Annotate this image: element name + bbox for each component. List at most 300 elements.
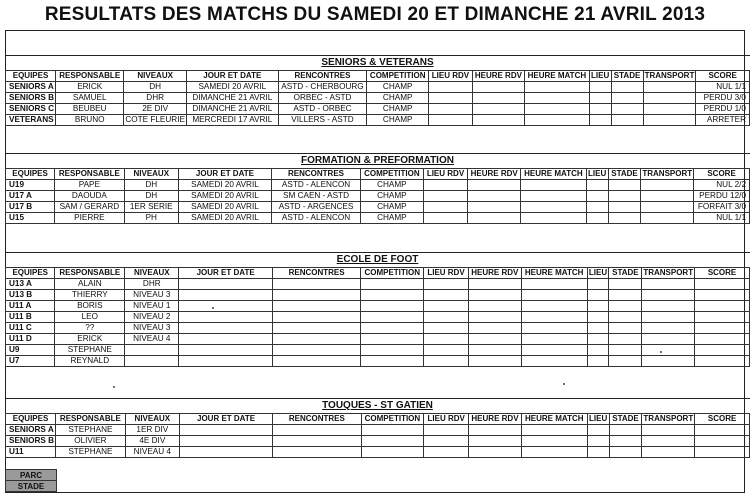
table-cell: [643, 115, 696, 126]
table-cell: [424, 279, 469, 290]
column-header: LIEU: [589, 414, 608, 423]
table-cell: DIMANCHE 21 AVRIL: [186, 93, 278, 104]
table-cell: ??: [55, 323, 125, 334]
column-header: RESPONSABLE: [56, 414, 126, 425]
table-cell: [525, 93, 590, 104]
table-cell: [429, 82, 473, 93]
section-table-touques-st-gatien: [5, 398, 750, 458]
column-header: RENCONTRES: [273, 414, 361, 425]
table-cell: [429, 115, 473, 126]
table-cell: [272, 279, 361, 290]
table-cell: [525, 82, 590, 93]
table-cell: [521, 290, 587, 301]
column-header: STADE: [609, 268, 642, 279]
table-cell: [125, 356, 179, 367]
column-header: COMPETITION: [361, 268, 424, 279]
table-cell: SAMEDI 20 AVRIL: [186, 82, 278, 93]
column-header: JOUR ET DATE: [178, 169, 271, 180]
table-cell: [521, 312, 587, 323]
table-cell: [642, 436, 695, 447]
table-cell: [521, 323, 587, 334]
column-header: COMPETITION: [367, 71, 429, 82]
table-cell: U19: [6, 180, 55, 191]
table-row: [6, 279, 750, 290]
table-cell: 1ER DIV: [125, 425, 179, 436]
section-title-row: [6, 253, 750, 268]
table-cell: [361, 279, 424, 290]
table-cell: [642, 279, 695, 290]
table-row: [6, 93, 750, 104]
table-cell: [272, 345, 361, 356]
table-cell: [521, 301, 587, 312]
table-cell: [695, 301, 750, 312]
table-cell: [608, 213, 641, 224]
table-cell: [642, 323, 695, 334]
table-cell: THIERRY: [55, 290, 125, 301]
table-cell: [642, 345, 695, 356]
table-cell: OLIVIER: [56, 436, 126, 447]
table-cell: SENIORS B: [6, 436, 56, 447]
table-cell: [695, 447, 750, 458]
table-cell: SENIORS A: [6, 425, 56, 436]
table-cell: ASTD - ARGENCES: [272, 202, 361, 213]
table-cell: [586, 213, 608, 224]
table-cell: [472, 82, 524, 93]
table-cell: [429, 104, 473, 115]
table-cell: SENIORS B: [6, 93, 56, 104]
column-header: JOUR ET DATE: [179, 414, 272, 425]
table-cell: [424, 425, 469, 436]
table-cell: [695, 323, 750, 334]
table-cell: ASTD - ALENCON: [272, 180, 361, 191]
table-row: [6, 356, 750, 367]
table-cell: [469, 436, 522, 447]
table-cell: [641, 202, 694, 213]
table-cell: [609, 301, 642, 312]
table-cell: U9: [6, 345, 55, 356]
table-cell: DAOUDA: [55, 191, 125, 202]
table-cell: [609, 425, 642, 436]
table-row: [6, 447, 750, 458]
table-cell: [361, 425, 424, 436]
table-cell: U7: [6, 356, 55, 367]
table-cell: NUL 1/1: [696, 82, 750, 93]
table-cell: [179, 312, 272, 323]
table-cell: CHAMP: [367, 104, 429, 115]
table-cell: BEUBEU: [56, 104, 124, 115]
table-cell: [587, 312, 609, 323]
table-cell: [587, 301, 609, 312]
table-cell: [468, 213, 521, 224]
table-cell: CHAMP: [361, 213, 424, 224]
scan-speck: [212, 307, 214, 309]
section-title: TOUQUES - ST GATIEN: [6, 399, 750, 414]
table-cell: 4E DIV: [125, 436, 179, 447]
column-header: STADE: [608, 169, 641, 180]
table-cell: U15: [6, 213, 55, 224]
table-cell: [643, 93, 696, 104]
table-cell: [609, 323, 642, 334]
table-cell: [468, 290, 521, 301]
section-title-row: [6, 56, 750, 71]
table-cell: [589, 104, 611, 115]
table-cell: DHR: [124, 93, 187, 104]
table-cell: SAMEDI 20 AVRIL: [178, 180, 271, 191]
table-cell: [468, 180, 521, 191]
table-cell: [472, 104, 524, 115]
section-title-row: [6, 399, 750, 414]
table-cell: [521, 202, 587, 213]
table-cell: [589, 82, 611, 93]
table-cell: [469, 425, 522, 436]
table-cell: [468, 202, 521, 213]
section-title: ECOLE DE FOOT: [6, 253, 750, 268]
table-cell: NIVEAU 4: [125, 334, 179, 345]
table-cell: [587, 356, 609, 367]
table-cell: U11 D: [6, 334, 55, 345]
table-cell: PERDU 3/0: [696, 93, 750, 104]
column-header: TRANSPORT: [644, 71, 695, 80]
table-cell: SAM / GERARD: [55, 202, 125, 213]
column-header: LIEU RDV: [424, 268, 469, 279]
table-cell: [125, 345, 179, 356]
column-header: HEURE RDV: [469, 414, 522, 425]
table-cell: [424, 334, 469, 345]
table-cell: STEPHANE: [56, 447, 126, 458]
table-cell: [695, 290, 750, 301]
column-header: LIEU: [588, 268, 608, 277]
column-header: COMPETITION: [361, 414, 424, 425]
table-cell: PAPE: [55, 180, 125, 191]
table-cell: [611, 115, 643, 126]
column-header: HEURE MATCH: [525, 71, 590, 82]
table-cell: [179, 356, 272, 367]
table-cell: ASTD - ALENCON: [272, 213, 361, 224]
section-table-seniors-veterans: [5, 55, 750, 126]
table-cell: [521, 356, 587, 367]
table-cell: NIVEAU 1: [125, 301, 179, 312]
table-cell: [361, 345, 424, 356]
table-cell: [424, 436, 469, 447]
column-header: NIVEAUX: [124, 169, 178, 180]
table-cell: [179, 436, 272, 447]
table-cell: STEPHANE: [55, 345, 125, 356]
table-cell: NUL 1/1: [694, 213, 750, 224]
table-cell: NUL 2/2: [694, 180, 750, 191]
table-cell: [695, 436, 750, 447]
column-header: RENCONTRES: [272, 268, 361, 279]
column-header: LIEU: [591, 71, 610, 80]
table-cell: FORFAIT 3/0: [694, 202, 750, 213]
table-cell: SAMEDI 20 AVRIL: [178, 202, 271, 213]
table-cell: STEPHANE: [56, 425, 126, 436]
column-header: RESPONSABLE: [56, 71, 124, 82]
table-cell: [423, 213, 468, 224]
column-header: EQUIPES: [6, 268, 55, 279]
table-cell: [642, 334, 695, 345]
column-header: NIVEAUX: [125, 268, 179, 279]
table-cell: [468, 191, 521, 202]
table-cell: PH: [124, 213, 178, 224]
table-cell: [609, 345, 642, 356]
table-cell: CHAMP: [367, 115, 429, 126]
table-cell: U11 A: [6, 301, 55, 312]
table-cell: [468, 279, 521, 290]
table-cell: [521, 191, 587, 202]
table-cell: [642, 356, 695, 367]
table-cell: [642, 447, 695, 458]
table-cell: CHAMP: [367, 82, 429, 93]
table-cell: [429, 93, 473, 104]
table-cell: [521, 213, 587, 224]
column-header: HEURE MATCH: [521, 268, 587, 279]
table-cell: [273, 447, 361, 458]
table-row: [6, 191, 750, 202]
table-cell: [273, 436, 361, 447]
table-cell: [641, 213, 694, 224]
table-cell: [587, 436, 609, 447]
table-cell: [469, 447, 522, 458]
table-cell: DH: [124, 82, 187, 93]
column-header: HEURE RDV: [468, 268, 521, 279]
table-cell: [587, 323, 609, 334]
table-cell: [609, 312, 642, 323]
table-cell: [586, 180, 608, 191]
table-cell: [609, 279, 642, 290]
table-row: [6, 202, 750, 213]
table-cell: [586, 202, 608, 213]
table-cell: [695, 356, 750, 367]
table-cell: [587, 447, 609, 458]
column-header: HEURE RDV: [468, 169, 521, 180]
table-cell: [468, 323, 521, 334]
table-cell: VILLERS - ASTD: [278, 115, 367, 126]
table-cell: ARRETER: [696, 115, 750, 126]
page-title: RESULTATS DES MATCHS DU SAMEDI 20 ET DIMANCHE 21 AVRIL 2013: [44, 4, 706, 25]
table-cell: ASTD - ORBEC: [278, 104, 367, 115]
table-cell: NIVEAU 4: [125, 447, 179, 458]
table-cell: PERDU 12/0: [694, 191, 750, 202]
header-row: [6, 414, 750, 425]
column-header: TRANSPORT: [642, 169, 693, 178]
column-header: LIEU RDV: [424, 414, 469, 425]
table-cell: [608, 202, 641, 213]
table-cell: [272, 356, 361, 367]
table-cell: [609, 356, 642, 367]
table-cell: [468, 356, 521, 367]
table-cell: [521, 334, 587, 345]
table-cell: [525, 115, 590, 126]
column-header: LIEU RDV: [423, 169, 468, 180]
table-cell: DIMANCHE 21 AVRIL: [186, 104, 278, 115]
table-cell: [472, 115, 524, 126]
table-cell: [179, 425, 272, 436]
table-cell: [423, 202, 468, 213]
table-row: [6, 104, 750, 115]
table-cell: ORBEC - ASTD: [278, 93, 367, 104]
table-cell: U17 A: [6, 191, 55, 202]
table-cell: ALAIN: [55, 279, 125, 290]
table-cell: [361, 323, 424, 334]
table-cell: [468, 334, 521, 345]
table-cell: 1ER SERIE: [124, 202, 178, 213]
column-header: SCORE: [695, 268, 750, 279]
table-cell: [589, 115, 611, 126]
header-row: [6, 71, 750, 82]
column-header: COMPETITION: [361, 169, 424, 180]
table-cell: [608, 191, 641, 202]
table-cell: DH: [124, 191, 178, 202]
table-cell: [521, 436, 587, 447]
table-cell: [361, 312, 424, 323]
column-header: NIVEAUX: [125, 414, 179, 425]
table-cell: NIVEAU 3: [125, 323, 179, 334]
table-cell: [424, 323, 469, 334]
table-cell: U11 B: [6, 312, 55, 323]
table-row: [6, 345, 750, 356]
table-cell: [423, 191, 468, 202]
table-cell: [643, 104, 696, 115]
table-cell: [643, 82, 696, 93]
legend-stade: STADE: [6, 481, 57, 492]
table-cell: [361, 356, 424, 367]
column-header: LIEU RDV: [429, 71, 473, 82]
table-cell: U13 B: [6, 290, 55, 301]
table-cell: [641, 180, 694, 191]
table-cell: [361, 301, 424, 312]
table-cell: [361, 447, 424, 458]
table-cell: [608, 180, 641, 191]
table-cell: [695, 334, 750, 345]
table-cell: [641, 191, 694, 202]
table-cell: [642, 290, 695, 301]
table-cell: [179, 447, 272, 458]
table-cell: PIERRE: [55, 213, 125, 224]
table-row: [6, 323, 750, 334]
table-row: [6, 115, 750, 126]
scan-speck: [563, 383, 565, 385]
table-cell: [642, 425, 695, 436]
table-cell: [695, 425, 750, 436]
table-cell: SM CAEN - ASTD: [272, 191, 361, 202]
table-cell: CHAMP: [361, 191, 424, 202]
table-cell: U11 C: [6, 323, 55, 334]
table-cell: [179, 334, 272, 345]
table-cell: [695, 312, 750, 323]
section-table-formation: [5, 153, 750, 224]
table-cell: MERCREDI 17 AVRIL: [186, 115, 278, 126]
table-cell: SENIORS C: [6, 104, 56, 115]
section-table-ecole-de-foot: [5, 252, 750, 367]
column-header: EQUIPES: [6, 169, 55, 180]
table-cell: [611, 93, 643, 104]
table-row: [6, 290, 750, 301]
column-header: STADE: [609, 414, 642, 425]
column-header: HEURE RDV: [472, 71, 524, 82]
table-cell: [695, 279, 750, 290]
table-cell: [521, 180, 587, 191]
table-cell: ERICK: [56, 82, 124, 93]
table-cell: [179, 279, 272, 290]
table-row: [6, 82, 750, 93]
header-row: [6, 169, 750, 180]
column-header: SCORE: [696, 71, 750, 82]
table-cell: [179, 290, 272, 301]
table-cell: [272, 290, 361, 301]
column-header: NIVEAUX: [124, 71, 187, 82]
table-cell: DHR: [125, 279, 179, 290]
legend: [5, 469, 57, 492]
table-cell: [589, 93, 611, 104]
table-cell: REYNALD: [55, 356, 125, 367]
section-title-row: [6, 154, 750, 169]
scan-speck: [113, 386, 115, 388]
table-cell: [273, 425, 361, 436]
column-header: HEURE MATCH: [521, 414, 587, 425]
table-row: [6, 312, 750, 323]
table-cell: [361, 290, 424, 301]
table-cell: [587, 425, 609, 436]
table-cell: [586, 191, 608, 202]
table-cell: [611, 82, 643, 93]
table-cell: CHAMP: [361, 180, 424, 191]
table-cell: U17 B: [6, 202, 55, 213]
table-cell: [423, 180, 468, 191]
table-cell: COTE FLEURIE: [125, 115, 185, 124]
table-row: [6, 334, 750, 345]
table-cell: [272, 301, 361, 312]
table-cell: [609, 447, 642, 458]
column-header: STADE: [611, 71, 643, 82]
table-cell: [642, 301, 695, 312]
section-title: SENIORS & VETERANS: [6, 56, 750, 71]
table-cell: [179, 345, 272, 356]
table-cell: [611, 104, 643, 115]
table-cell: [361, 334, 424, 345]
table-cell: [521, 279, 587, 290]
table-cell: [472, 93, 524, 104]
table-cell: [468, 345, 521, 356]
table-cell: [179, 323, 272, 334]
table-cell: [521, 345, 587, 356]
table-cell: [642, 312, 695, 323]
table-cell: NIVEAU 2: [125, 312, 179, 323]
table-cell: [587, 290, 609, 301]
table-row: [6, 436, 750, 447]
table-cell: PERDU 1/0: [696, 104, 750, 115]
table-cell: U13 A: [6, 279, 55, 290]
column-header: RENCONTRES: [272, 169, 361, 180]
table-cell: SENIORS A: [6, 82, 56, 93]
table-cell: [424, 345, 469, 356]
header-row: [6, 268, 750, 279]
table-cell: ASTD - CHERBOURG: [278, 82, 367, 93]
table-cell: SAMUEL: [56, 93, 124, 104]
column-header: SCORE: [694, 169, 750, 180]
column-header: TRANSPORT: [643, 268, 694, 277]
column-header: RENCONTRES: [278, 71, 367, 82]
table-row: [6, 180, 750, 191]
table-cell: LEO: [55, 312, 125, 323]
table-cell: VETERANS: [6, 115, 56, 126]
table-cell: [272, 334, 361, 345]
column-header: JOUR ET DATE: [179, 268, 272, 279]
column-header: EQUIPES: [6, 71, 56, 82]
table-cell: ERICK: [55, 334, 125, 345]
table-cell: [609, 290, 642, 301]
table-cell: [609, 436, 642, 447]
table-cell: [587, 334, 609, 345]
